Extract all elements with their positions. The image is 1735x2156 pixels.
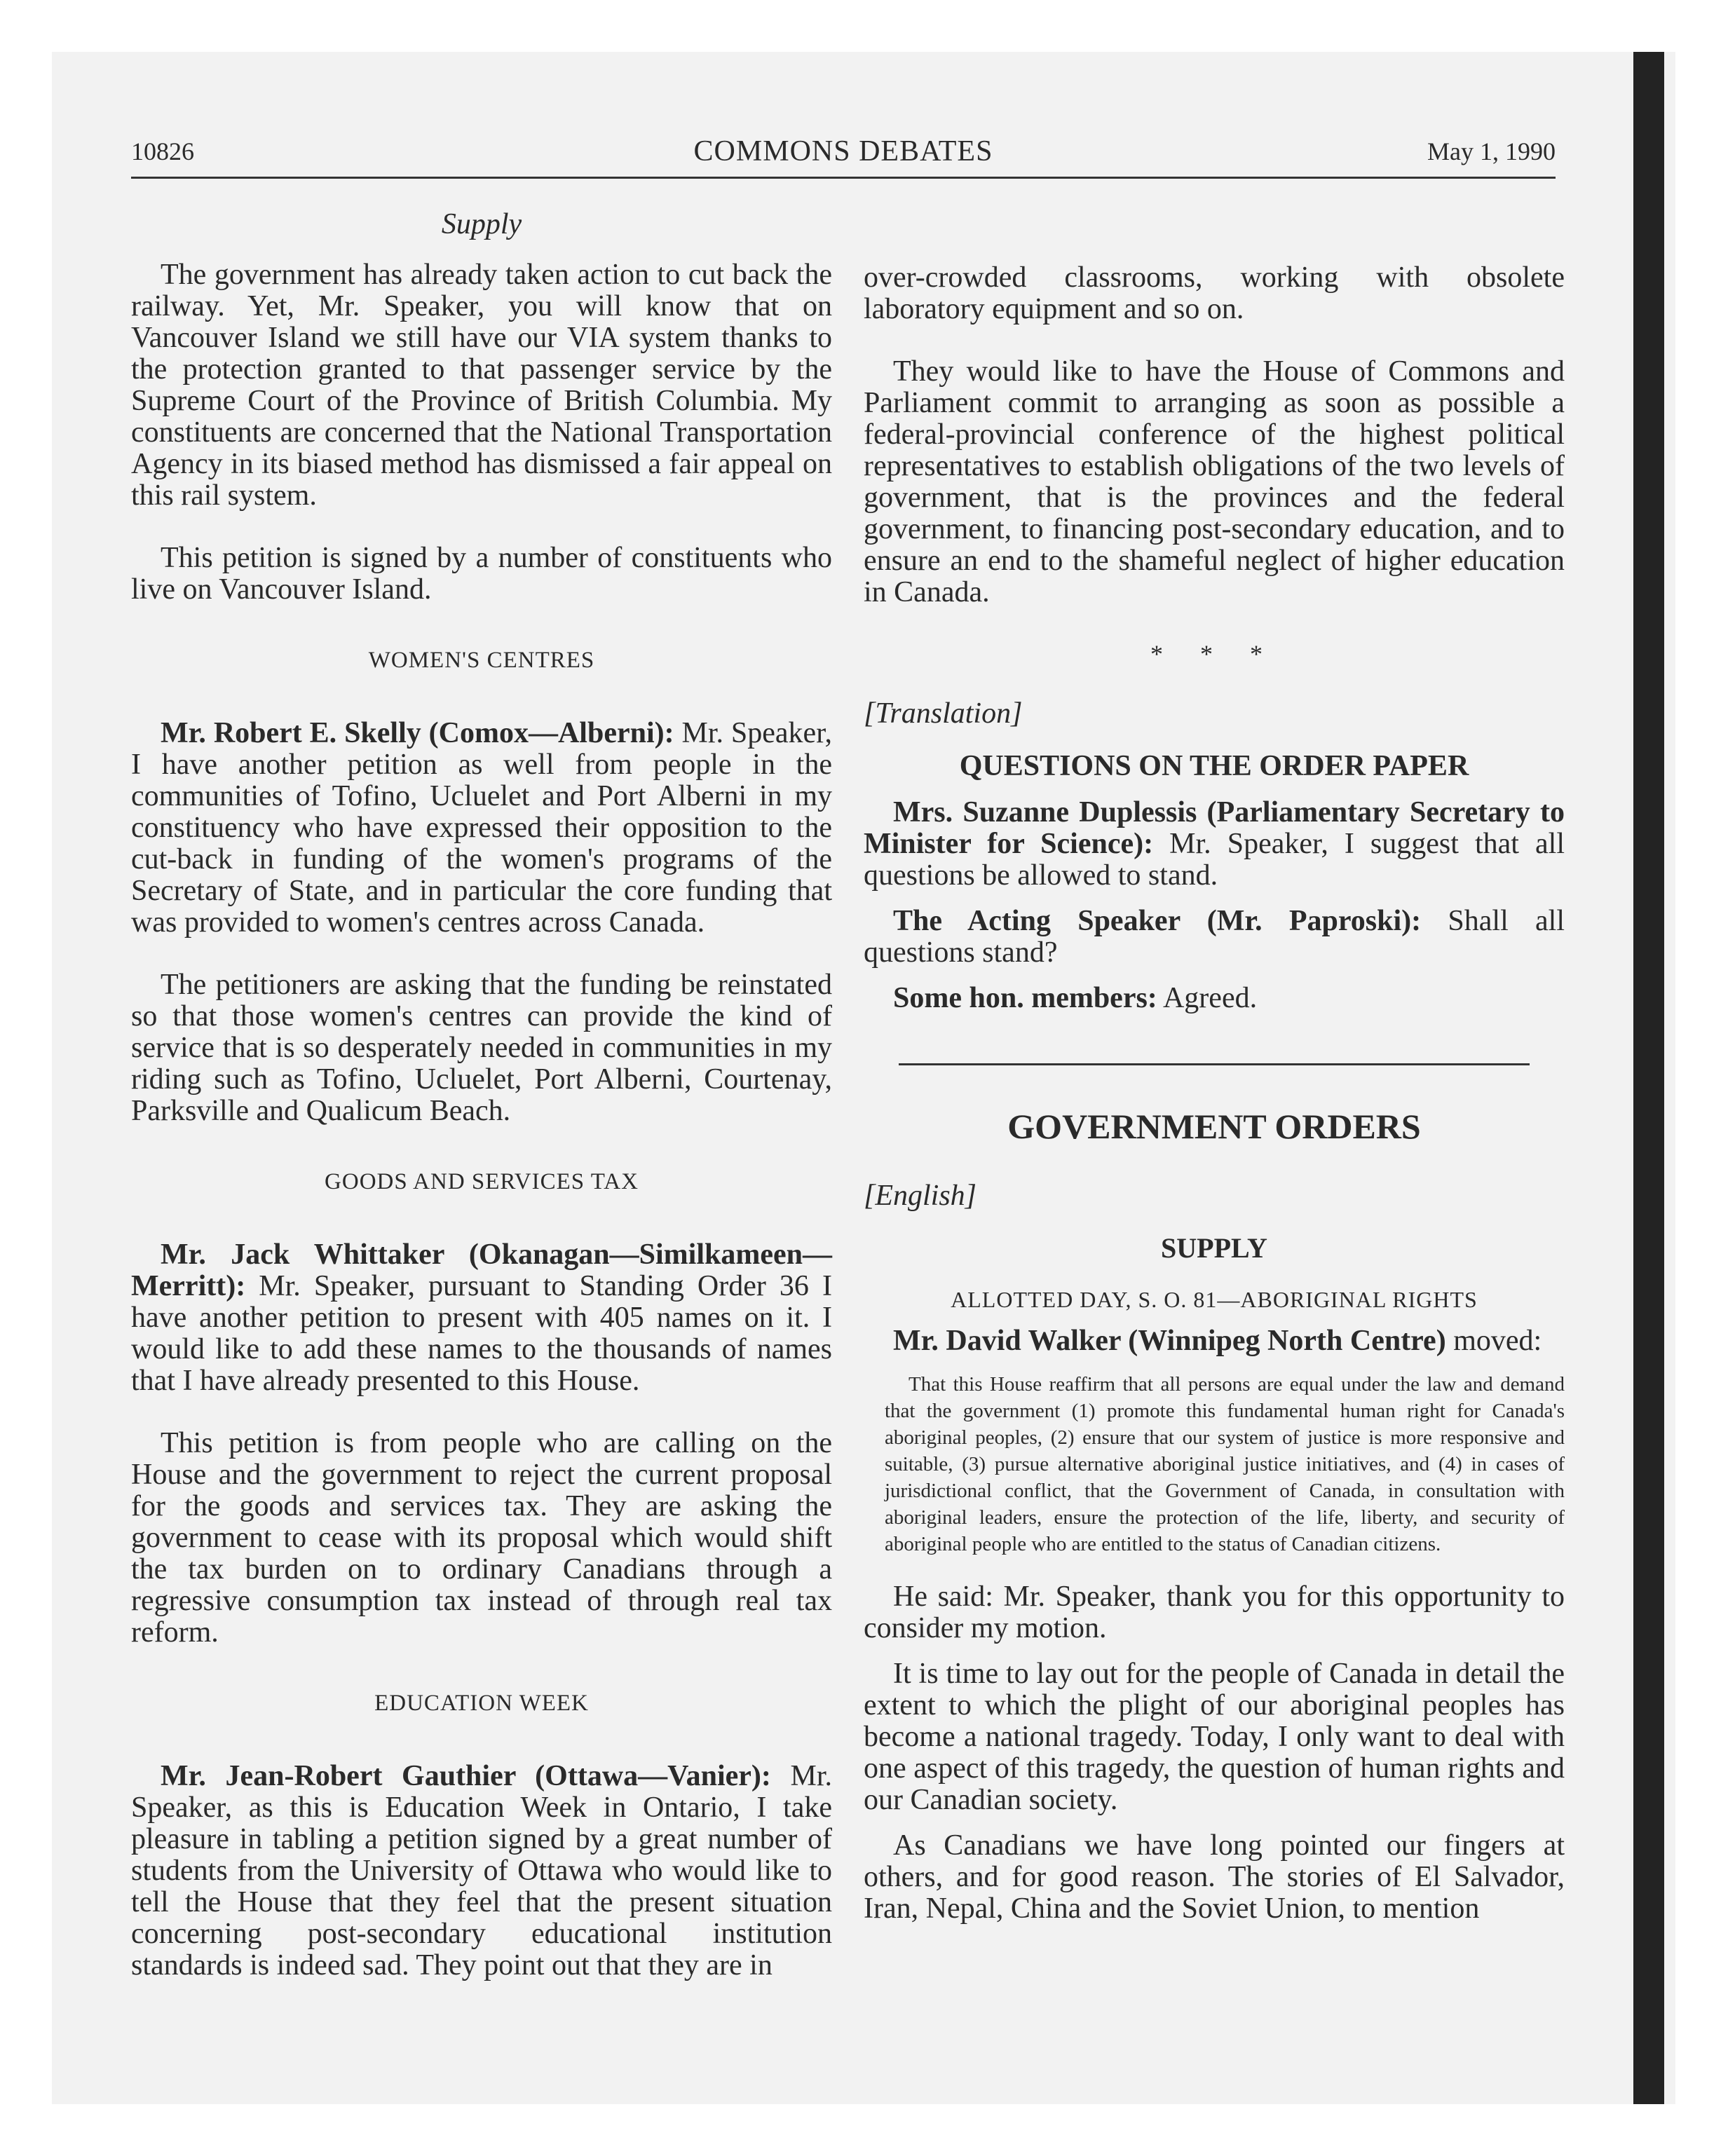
scan-edge-shadow (1633, 52, 1664, 2104)
speech-text: moved: (1445, 1325, 1542, 1357)
page-number: 10826 (131, 137, 194, 165)
speaker-name: Mr. Jack Whittaker (Okanagan—Similkameen—Merritt): (131, 1239, 832, 1302)
section-heading-government-orders: GOVERNMENT ORDERS (1007, 1107, 1421, 1146)
speech-text: Mr. Speaker, I suggest that all questions be allowed to stand. (864, 828, 1565, 892)
speech-text: Mr. Speaker, pursuant to Standing Order 36 I have another petition to present with 405 names on it. I would like to add these names to the thousands of names that I have already presented to this House. (131, 1270, 832, 1397)
paragraph (864, 797, 1565, 892)
speaker-name: The Acting Speaker (Mr. Paproski): (893, 905, 1422, 937)
page-header (131, 132, 1556, 179)
right-column (864, 207, 1565, 1939)
paragraph (131, 1761, 832, 1981)
language-note: [English] (864, 1180, 977, 1212)
paragraph (864, 906, 1565, 969)
publication-title: COMMONS DEBATES (693, 135, 993, 168)
motion-text: That this House reaffirm that all persons are equal under the law and demand that the government (1) promote this fundamental human right for Canada's aboriginal peoples, (2) ensure that our system of justice is more responsive and suitable, (3) pursue alternative aboriginal justice initiatives, and (4) in cases of jurisdictional conflict, that the Government of Canada, in consultation with aboriginal leaders, ensure the protection of the life, liberty, and security of aboriginal people who are entitled to the status of Canadian citizens. (885, 1373, 1565, 1555)
speaker-name: Mr. David Walker (Winnipeg North Centre) (893, 1325, 1446, 1357)
running-head: Supply (441, 208, 522, 240)
paragraph (864, 1325, 1565, 1357)
section-heading-questions: QUESTIONS ON THE ORDER PAPER (959, 750, 1469, 782)
speaker-name: Mr. Jean-Robert Gauthier (Ottawa—Vanier): (161, 1760, 771, 1792)
section-heading-supply: SUPPLY (1161, 1232, 1267, 1264)
section-heading-gst: GOODS AND SERVICES TAX (325, 1169, 639, 1194)
paragraph (131, 1239, 832, 1397)
paragraph: He said: Mr. Speaker, thank you for this opportunity to consider my motion. (864, 1581, 1565, 1644)
paragraph: The government has already taken action to cut back the railway. Yet, Mr. Speaker, you will know that on Vancouver Island we still have our VIA system thanks to the protection granted to that passenger service by the Supreme Court of the Province of British Columbia. My constituents are concerned that the National Transportation Agency in its biased method has dismissed a fair appeal on this rail system. (131, 259, 832, 512)
speech-text: Mr. Speaker, I have another petition as well from people in the communities of Tofino, Ucluelet and Port Alberni in my constituency who have expressed their opposition to the cut-back in funding of the women's programs of the Secretary of State, and in particular the core funding that was provided to women's centres across Canada. (131, 717, 832, 939)
paragraph: over-crowded classrooms, working with obsolete laboratory equipment and so on. (864, 261, 1565, 325)
speech-text: Agreed. (1157, 982, 1258, 1014)
paragraph (864, 983, 1565, 1014)
paragraph: They would like to have the House of Commons and Parliament commit to arranging as soon as possible a federal-provincial conference of the highest political representatives to establish obligations of the two levels of government, that is the provinces and the federal government, to financing post-secondary education, and to ensure an end to the shameful neglect of higher education in Canada. (864, 355, 1565, 608)
paragraph (131, 718, 832, 939)
allotted-day-heading: ALLOTTED DAY, S. O. 81—ABORIGINAL RIGHTS (951, 1287, 1478, 1312)
speech-text: Mr. Speaker, as this is Education Week in Ontario, I take pleasure in tabling a petition signed by a great number of students from the University of Ottawa who would like to tell the House that they feel that the present situation concerning post-secondary educational institution standards is indeed sad. They point out that they are in (131, 1760, 833, 1981)
speaker-name: Mrs. Suzanne Duplessis (Parliamentary Secretary to Minister for Science): (864, 796, 1565, 860)
left-column (131, 207, 832, 2012)
page-date: May 1, 1990 (1427, 137, 1556, 165)
section-heading-womens-centres: WOMEN'S CENTRES (368, 648, 595, 673)
section-separator: * * * (1150, 640, 1278, 668)
section-divider (899, 1063, 1530, 1065)
paragraph: It is time to lay out for the people of Canada in detail the extent to which the plight of our aboriginal peoples has become a national tragedy. Today, I only want to deal with one aspect of this tragedy, the question of human rights and our Canadian society. (864, 1658, 1565, 1816)
speech-text: Shall all questions stand? (864, 905, 1565, 969)
speaker-name: Mr. Robert E. Skelly (Comox—Alberni): (161, 717, 674, 749)
paragraph: This petition is signed by a number of constituents who live on Vancouver Island. (131, 542, 832, 606)
paragraph: As Canadians we have long pointed our fingers at others, and for good reason. The stories of El Salvador, Iran, Nepal, China and the Soviet Union, to mention (864, 1829, 1565, 1925)
paragraph: This petition is from people who are calling on the House and the government to reject the current proposal for the goods and services tax. They are asking the government to cease with its proposal which would shift the tax burden on to ordinary Canadians through a regressive consumption tax instead of through real tax reform. (131, 1427, 832, 1649)
paragraph: The petitioners are asking that the funding be reinstated so that those women's centres can provide the kind of service that is so desperately needed in communities in my riding such as Tofino, Ucluelet, Port Alberni, Courtenay, Parksville and Qualicum Beach. (131, 969, 832, 1127)
translation-note: [Translation] (864, 697, 1023, 730)
speaker-name: Some hon. members: (893, 982, 1157, 1014)
section-heading-education-week: EDUCATION WEEK (374, 1691, 589, 1716)
